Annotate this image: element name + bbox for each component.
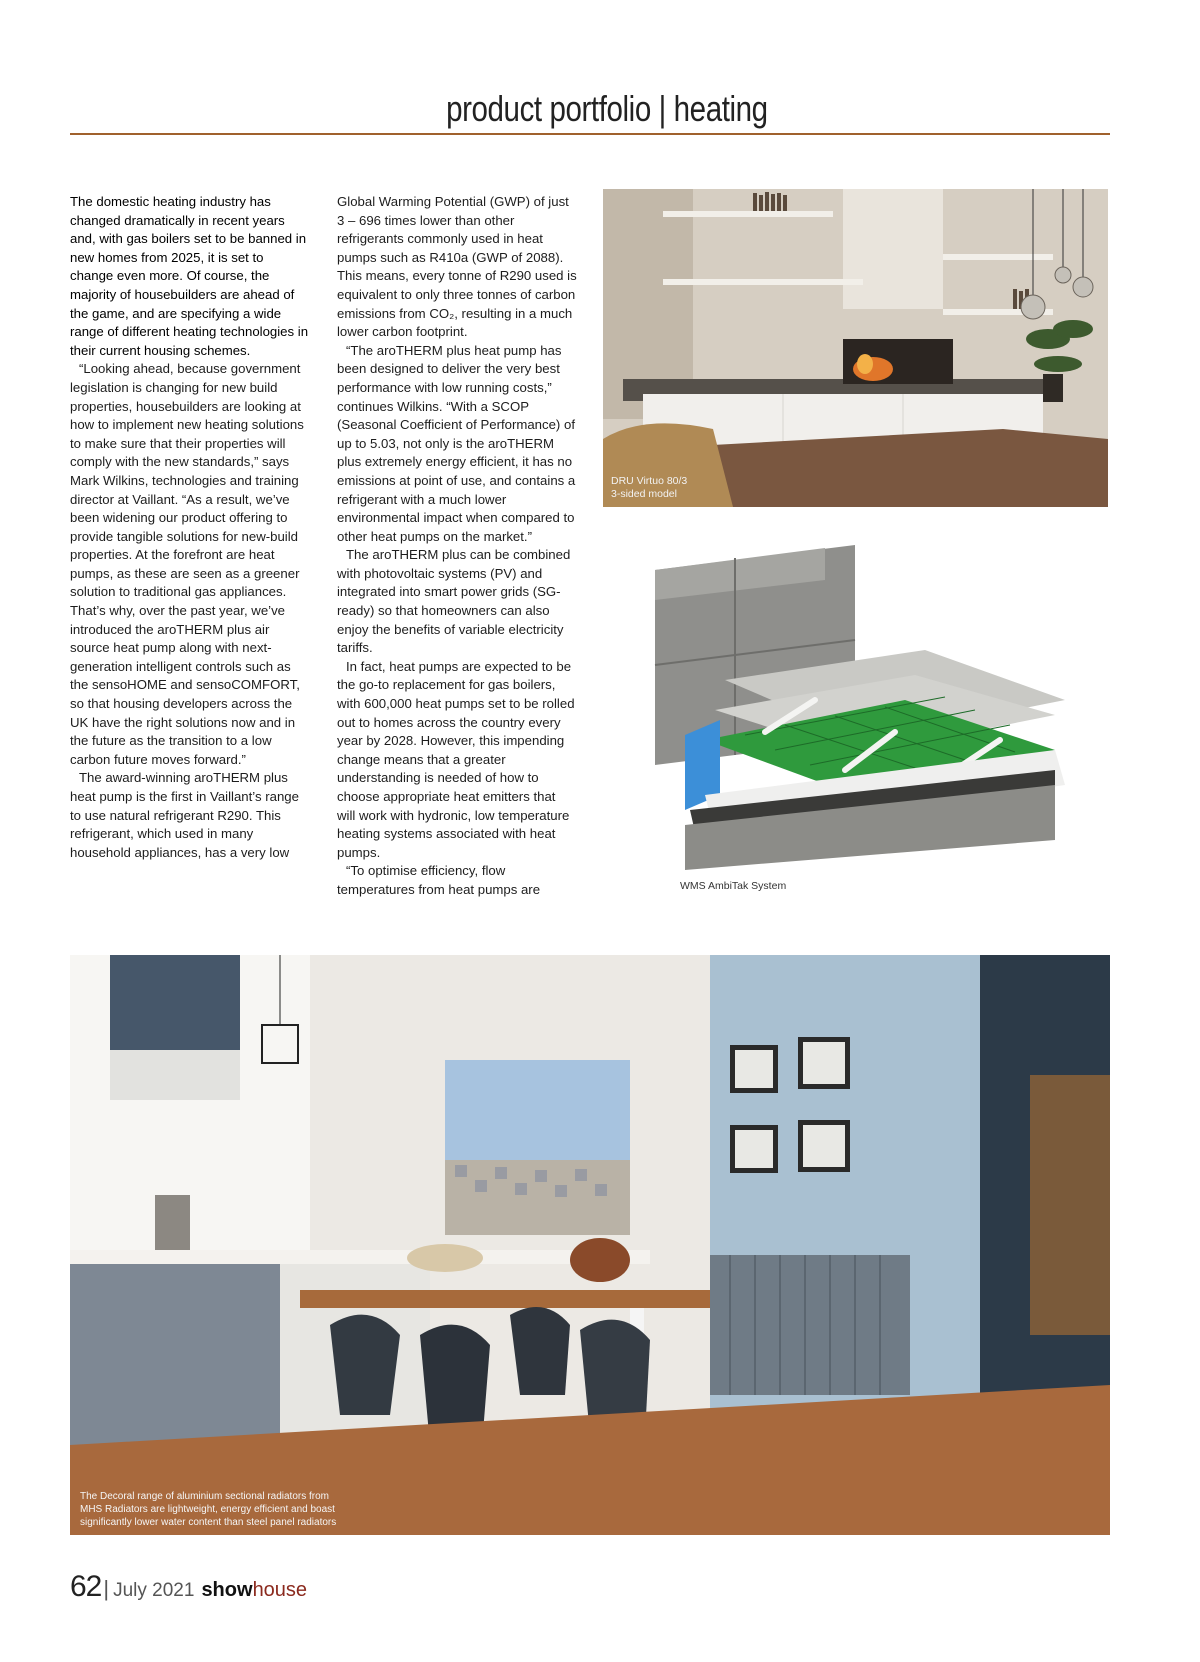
article-column-2 [337,193,577,900]
fireplace-illustration [603,189,1108,507]
article-paragraph: In fact, heat pumps are expected to be the go-to replacement for gas boilers, with 600,000 heat pumps set to be rolled out to homes across the country every year by 2028. However, this impending change means that a greater understanding is needed of how to choose appropriate heat emitters that will work with hydronic, low temperature heating systems associated with heat pumps. [337,658,575,860]
fireplace-photo-caption [611,475,687,501]
underfloor-system-caption: WMS AmbiTak System [680,880,787,892]
floor-cross-section-graphic [645,540,1075,870]
kitchen-photo-caption: The Decoral range of aluminium sectional radiators from MHS Radiators are lightweight, energy efficient and boast significantly lower water content than steel panel radiators [80,1491,337,1528]
caption-line: 3-sided model [611,488,677,500]
magazine-logo-house: house [252,1579,308,1601]
caption-line: DRU Virtuo 80/3 [611,475,688,487]
article-lead-paragraph: The domestic heating industry has changed dramatically in recent years and, with gas boilers set to be banned in new homes from 2025, it is set to change even more. Of course, the majority of housebuilders are ahead of the game, and are specifying a wide range of different heating technologies in their current housing schemes. [70,194,309,358]
article-paragraph: The aroTHERM plus can be combined with photovoltaic systems (PV) and integrated into smart power grids (SG-ready) so that homeowners can also enjoy the benefits of variable electricity tariffs. [337,547,571,656]
article-paragraph: “The aroTHERM plus heat pump has been designed to deliver the very best performance with low running costs,” continues Wilkins. “With a SCOP (Seasonal Coefficient of Performance) of up to 5.03, not only is the aroTHERM plus extremely energy efficient, it has no emissions at point of use, and contains a refrigerant with a much lower environmental impact when compared to other heat pumps on the market.” [337,342,576,544]
article-paragraph: The award-winning aroTHERM plus heat pump is the first in Vaillant’s range to use natural refrigerant R290. This refrigerant, which used in many household appliances, has a very low [70,770,299,860]
footer-separator: | [103,1576,110,1601]
fireplace-living-room-photo [603,189,1108,507]
article-paragraph: Global Warming Potential (GWP) of just 3 – 696 times lower than other refrigerants commonly used in heat pumps such as R410a (GWP of 2088). This means, every tonne of R290 used is equivalent to only three tonnes of carbon emissions from CO₂, resulting in a much lower carbon footprint. [337,194,577,340]
kitchen-illustration [70,955,1110,1535]
page-section-title: product portfolio | heating [446,88,768,129]
kitchen-radiator-photo [70,955,1110,1535]
issue-date: July 2021 [113,1580,195,1601]
header-divider [70,133,1110,135]
article-column-1 [70,193,310,862]
magazine-logo-show: show [201,1579,253,1601]
article-paragraph: “Looking ahead, because government legislation is changing for new build properties, housebuilders are looking at how to implement new heating solutions to make sure that their properties will comply with the new standards,” says Mark Wilkins, technologies and training director at Vaillant. “As a result, we’ve been widening our product offering to provide tangible solutions for new-build properties. At the forefront are heat pumps, as these are seen as a greener solution to traditional gas appliances. That’s why, over the past year, we’ve introduced the aroTHERM plus air source heat pump along with next-generation intelligent controls such as the sensoHOME and sensoCOMFORT, so that housing developers across the UK have the right solutions now and in the future as the transition to a low carbon future moves forward.” [70,361,304,767]
page-footer [70,1570,307,1604]
article-paragraph: “To optimise efficiency, flow temperatures from heat pumps are [337,863,541,897]
page-number: 62 [70,1570,102,1603]
underfloor-heating-system-illustration [645,540,1075,870]
